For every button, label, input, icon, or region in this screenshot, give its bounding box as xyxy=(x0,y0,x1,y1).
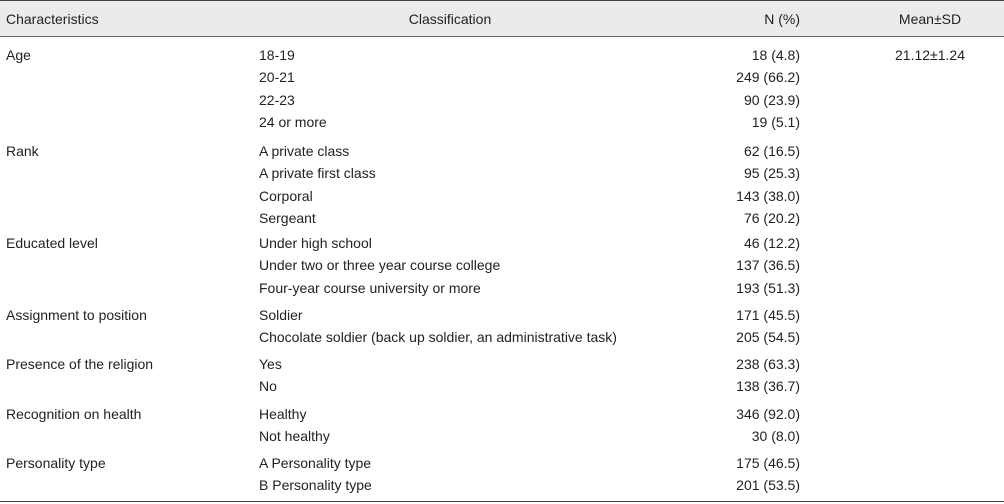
classification-cell: 18-19 xyxy=(259,47,295,63)
n-cell: 18 (4.8) xyxy=(751,47,800,63)
n-cell: 201 (53.5) xyxy=(736,477,800,494)
header-classification: Classification xyxy=(408,11,492,27)
n-column xyxy=(640,44,800,134)
classification-cell: 20-21 xyxy=(259,69,295,86)
n-cell: 62 (16.5) xyxy=(743,143,800,159)
classification-cell: Yes xyxy=(259,356,282,372)
table-bottom-rule xyxy=(0,501,1004,502)
n-cell: 19 (5.1) xyxy=(751,114,800,131)
n-cell: 193 (51.3) xyxy=(736,279,800,296)
classification-cell: 24 or more xyxy=(259,114,327,131)
classification-cell: No xyxy=(259,378,277,395)
classification-column xyxy=(259,452,372,497)
n-cell: 90 (23.9) xyxy=(743,91,800,108)
header-characteristics: Characteristics xyxy=(6,11,99,27)
n-column xyxy=(640,353,800,398)
n-column xyxy=(640,403,800,448)
classification-cell: Chocolate soldier (back up soldier, an administrative task) xyxy=(259,329,617,346)
n-cell: 76 (20.2) xyxy=(743,210,800,227)
classification-cell: Not healthy xyxy=(259,428,330,445)
mean-sd-cell: 21.12±1.24 xyxy=(895,47,965,63)
classification-cell: 22-23 xyxy=(259,91,295,108)
n-cell: 30 (8.0) xyxy=(751,428,800,445)
characteristic-label: Presence of the religion xyxy=(6,356,154,372)
characteristic-label: Age xyxy=(6,47,31,63)
n-cell: 249 (66.2) xyxy=(736,69,800,86)
n-cell: 46 (12.2) xyxy=(743,235,800,251)
classification-cell: Sergeant xyxy=(259,210,316,227)
n-column xyxy=(640,140,800,230)
classification-cell: Corporal xyxy=(259,187,313,204)
header-n-percent: N (%) xyxy=(764,11,800,27)
classification-column xyxy=(259,44,327,134)
n-cell: 143 (38.0) xyxy=(736,187,800,204)
classification-cell: Healthy xyxy=(259,406,307,422)
n-cell: 205 (54.5) xyxy=(736,329,800,346)
n-cell: 95 (25.3) xyxy=(743,165,800,182)
characteristic-label: Rank xyxy=(6,143,39,159)
n-cell: 175 (46.5) xyxy=(736,455,800,471)
classification-cell: Soldier xyxy=(259,307,303,323)
n-column xyxy=(640,232,800,299)
characteristic-label: Personality type xyxy=(6,455,106,471)
characteristic-label: Recognition on health xyxy=(6,406,142,422)
classification-column xyxy=(259,353,282,398)
n-cell: 137 (36.5) xyxy=(736,257,800,274)
classification-column xyxy=(259,304,617,349)
header-mean-sd: Mean±SD xyxy=(898,11,962,27)
n-cell: 171 (45.5) xyxy=(736,307,800,323)
classification-column xyxy=(259,232,500,299)
classification-column xyxy=(259,403,330,448)
n-cell: 346 (92.0) xyxy=(736,406,800,422)
classification-cell: B Personality type xyxy=(259,477,372,494)
classification-cell: A Personality type xyxy=(259,455,372,471)
classification-cell: Four-year course university or more xyxy=(259,279,481,296)
classification-cell: A private class xyxy=(259,143,350,159)
n-column xyxy=(640,304,800,349)
characteristic-label: Assignment to position xyxy=(6,307,147,323)
classification-cell: Under high school xyxy=(259,235,372,251)
n-cell: 138 (36.7) xyxy=(736,378,800,395)
classification-column xyxy=(259,140,376,230)
classification-cell: Under two or three year course college xyxy=(259,257,501,274)
table-header xyxy=(0,0,1004,37)
classification-cell: A private first class xyxy=(259,165,376,182)
n-column xyxy=(640,452,800,497)
characteristic-label: Educated level xyxy=(6,235,98,251)
n-cell: 238 (63.3) xyxy=(736,356,800,372)
